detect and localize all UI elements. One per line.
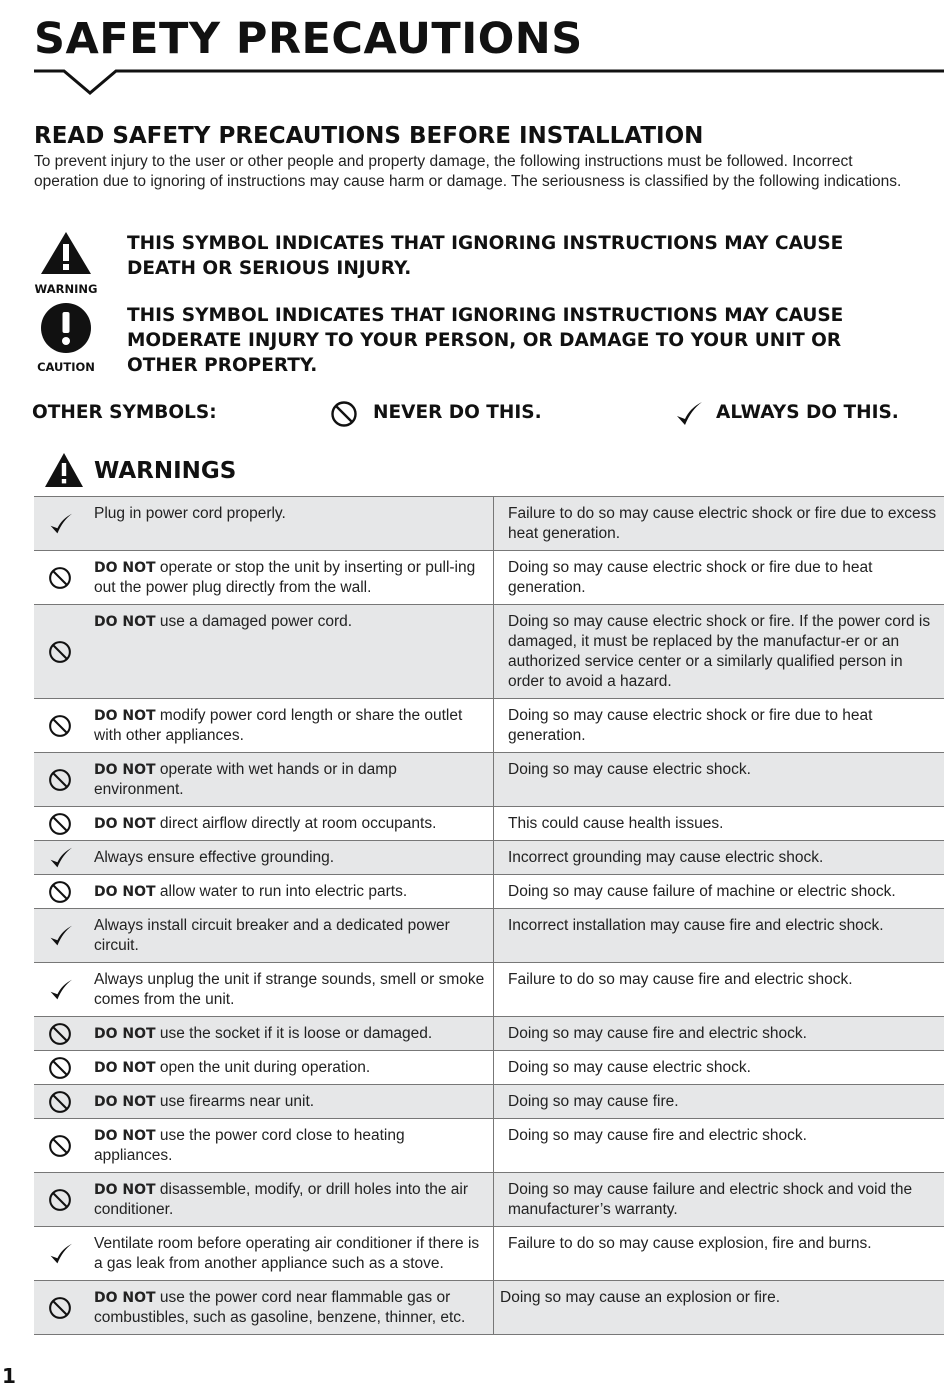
page-title: SAFETY PRECAUTIONS — [34, 14, 583, 64]
instruction-cell — [86, 551, 494, 605]
row-icon-cell — [34, 497, 86, 551]
instruction-text: operate with wet hands or in damp environment. — [94, 761, 397, 798]
instruction-cell — [86, 807, 494, 841]
other-symbols-label: OTHER SYMBOLS: — [32, 402, 217, 423]
instruction-text: use a damaged power cord. — [155, 613, 353, 630]
do-not-label: DO NOT — [94, 614, 156, 630]
row-icon-cell — [34, 1085, 86, 1119]
never-icon — [48, 1056, 72, 1080]
instruction-cell — [86, 1085, 494, 1119]
row-icon-cell — [34, 1227, 86, 1281]
row-icon-cell — [34, 551, 86, 605]
row-icon-cell — [34, 1119, 86, 1173]
instruction-cell — [86, 841, 494, 875]
table-row — [34, 1173, 944, 1227]
never-icon — [48, 1188, 72, 1212]
instruction-text: Always install circuit breaker and a dedicated power circuit. — [94, 917, 450, 954]
row-icon-cell — [34, 963, 86, 1017]
consequence-cell: Doing so may cause electric shock. — [494, 1051, 945, 1085]
consequence-cell: Doing so may cause fire and electric shock. — [494, 1119, 945, 1173]
check-icon — [47, 846, 73, 870]
instruction-text: direct airflow directly at room occupants. — [155, 815, 437, 832]
never-icon — [48, 768, 72, 792]
instruction-cell — [86, 753, 494, 807]
warnings-title: WARNINGS — [94, 458, 237, 484]
do-not-label: DO NOT — [94, 816, 156, 832]
instruction-text: use the socket if it is loose or damaged. — [155, 1025, 433, 1042]
other-symbols-legend — [32, 400, 932, 430]
instruction-cell — [86, 909, 494, 963]
instruction-text: use the power cord close to heating appliances. — [94, 1127, 405, 1164]
table-row — [34, 1051, 944, 1085]
row-icon-cell — [34, 841, 86, 875]
consequence-cell: Incorrect installation may cause fire and electric shock. — [494, 909, 945, 963]
check-icon — [47, 978, 73, 1002]
page-number: 1 — [2, 1364, 16, 1388]
table-row — [34, 605, 944, 699]
row-icon-cell — [34, 909, 86, 963]
table-row — [34, 841, 944, 875]
instruction-cell — [86, 497, 494, 551]
caution-caption: CAUTION — [37, 360, 95, 374]
table-row — [34, 699, 944, 753]
warning-triangle-icon — [44, 452, 84, 488]
table-row — [34, 909, 944, 963]
consequence-cell: Doing so may cause electric shock. — [494, 753, 945, 807]
instruction-cell — [86, 1017, 494, 1051]
do-not-label: DO NOT — [94, 1094, 156, 1110]
instruction-text: allow water to run into electric parts. — [155, 883, 408, 900]
table-row — [34, 1017, 944, 1051]
always-label: ALWAYS DO THIS. — [716, 402, 899, 423]
warning-caption: WARNING — [34, 282, 98, 296]
never-icon — [48, 566, 72, 590]
instruction-cell — [86, 1051, 494, 1085]
never-icon — [48, 640, 72, 664]
consequence-cell: Failure to do so may cause electric shock or fire due to excess heat generation. — [494, 497, 945, 551]
intro-paragraph: To prevent injury to the user or other people and property damage, the following instructions must be followed. Incorrect operation due to ignoring of instructions may cause harm or damage. The seriousness is classified by the following indications. — [34, 153, 902, 190]
table-row — [34, 1227, 944, 1281]
never-label: NEVER DO THIS. — [373, 402, 542, 423]
section-heading: READ SAFETY PRECAUTIONS BEFORE INSTALLATION — [34, 123, 704, 149]
instruction-text: open the unit during operation. — [155, 1059, 371, 1076]
instruction-cell — [86, 1173, 494, 1227]
table-row — [34, 963, 944, 1017]
do-not-label: DO NOT — [94, 1026, 156, 1042]
caution-description: THIS SYMBOL INDICATES THAT IGNORING INSTRUCTIONS MAY CAUSE MODERATE INJURY TO YOUR PERSON, OR DAMAGE TO YOUR UNIT OR OTHER PROPERTY. — [127, 305, 844, 376]
row-icon-cell — [34, 875, 86, 909]
row-icon-cell — [34, 699, 86, 753]
table-row — [34, 875, 944, 909]
consequence-cell: Doing so may cause failure of machine or electric shock. — [494, 875, 945, 909]
never-icon — [48, 1022, 72, 1046]
do-not-label: DO NOT — [94, 1128, 156, 1144]
instruction-text: use firearms near unit. — [155, 1093, 315, 1110]
instruction-cell — [86, 875, 494, 909]
instruction-text: Plug in power cord properly. — [94, 505, 286, 522]
instruction-text: Ventilate room before operating air conditioner if there is a gas leak from another appliance such as a stove. — [94, 1235, 480, 1272]
instruction-text: Always unplug the unit if strange sounds, smell or smoke comes from the unit. — [94, 971, 485, 1008]
instruction-text: operate or stop the unit by inserting or pull-ing out the power plug directly from the wall. — [94, 559, 476, 596]
never-icon — [48, 714, 72, 738]
consequence-cell: Failure to do so may cause fire and electric shock. — [494, 963, 945, 1017]
instruction-text: Always ensure effective grounding. — [94, 849, 335, 866]
instruction-cell — [86, 1281, 494, 1335]
do-not-label: DO NOT — [94, 1060, 156, 1076]
consequence-cell: Doing so may cause electric shock or fire due to heat generation. — [494, 551, 945, 605]
never-icon — [48, 1134, 72, 1158]
check-icon — [47, 1242, 73, 1266]
consequence-cell: This could cause health issues. — [494, 807, 945, 841]
consequence-cell: Doing so may cause electric shock or fire due to heat generation. — [494, 699, 945, 753]
do-not-label: DO NOT — [94, 560, 156, 576]
check-icon — [674, 400, 704, 428]
never-icon — [48, 1090, 72, 1114]
consequence-cell: Failure to do so may cause explosion, fire and burns. — [494, 1227, 945, 1281]
never-icon — [330, 400, 358, 428]
consequence-cell: Doing so may cause fire. — [494, 1085, 945, 1119]
do-not-label: DO NOT — [94, 1290, 156, 1306]
do-not-label: DO NOT — [94, 884, 156, 900]
check-icon — [47, 512, 73, 536]
row-icon-cell — [34, 753, 86, 807]
instruction-text: modify power cord length or share the outlet with other appliances. — [94, 707, 463, 744]
never-icon — [48, 880, 72, 904]
consequence-cell: Incorrect grounding may cause electric shock. — [494, 841, 945, 875]
warnings-table — [34, 496, 944, 1335]
consequence-cell: Doing so may cause failure and electric shock and void the manufacturer’s warranty. — [494, 1173, 945, 1227]
table-row — [34, 1085, 944, 1119]
instruction-cell — [86, 1119, 494, 1173]
consequence-cell: Doing so may cause fire and electric shock. — [494, 1017, 945, 1051]
instruction-cell — [86, 1227, 494, 1281]
caution-circle-icon — [40, 302, 92, 354]
instruction-cell — [86, 699, 494, 753]
table-row — [34, 753, 944, 807]
row-icon-cell — [34, 605, 86, 699]
consequence-cell: Doing so may cause electric shock or fire. If the power cord is damaged, it must be replaced by the manufactur-er or an authorized service center or a similarly qualified person in order to avoid a hazard. — [494, 605, 945, 699]
row-icon-cell — [34, 1173, 86, 1227]
do-not-label: DO NOT — [94, 762, 156, 778]
never-icon — [48, 812, 72, 836]
instruction-cell — [86, 605, 494, 699]
table-row — [34, 807, 944, 841]
title-rule-divider — [0, 66, 950, 100]
check-icon — [47, 924, 73, 948]
never-icon — [48, 1296, 72, 1320]
instruction-text: use the power cord near flammable gas or combustibles, such as gasoline, benzene, thinner, etc. — [94, 1289, 466, 1326]
row-icon-cell — [34, 1281, 86, 1335]
warning-description: THIS SYMBOL INDICATES THAT IGNORING INSTRUCTIONS MAY CAUSE DEATH OR SERIOUS INJURY. — [127, 233, 844, 279]
table-row — [34, 1281, 944, 1335]
consequence-cell: Doing so may cause an explosion or fire. — [494, 1281, 945, 1335]
row-icon-cell — [34, 1051, 86, 1085]
table-row — [34, 497, 944, 551]
table-row — [34, 551, 944, 605]
warning-triangle-icon — [39, 230, 93, 276]
instruction-text: disassemble, modify, or drill holes into the air conditioner. — [94, 1181, 469, 1218]
instruction-cell — [86, 963, 494, 1017]
table-row — [34, 1119, 944, 1173]
row-icon-cell — [34, 807, 86, 841]
do-not-label: DO NOT — [94, 708, 156, 724]
do-not-label: DO NOT — [94, 1182, 156, 1198]
row-icon-cell — [34, 1017, 86, 1051]
